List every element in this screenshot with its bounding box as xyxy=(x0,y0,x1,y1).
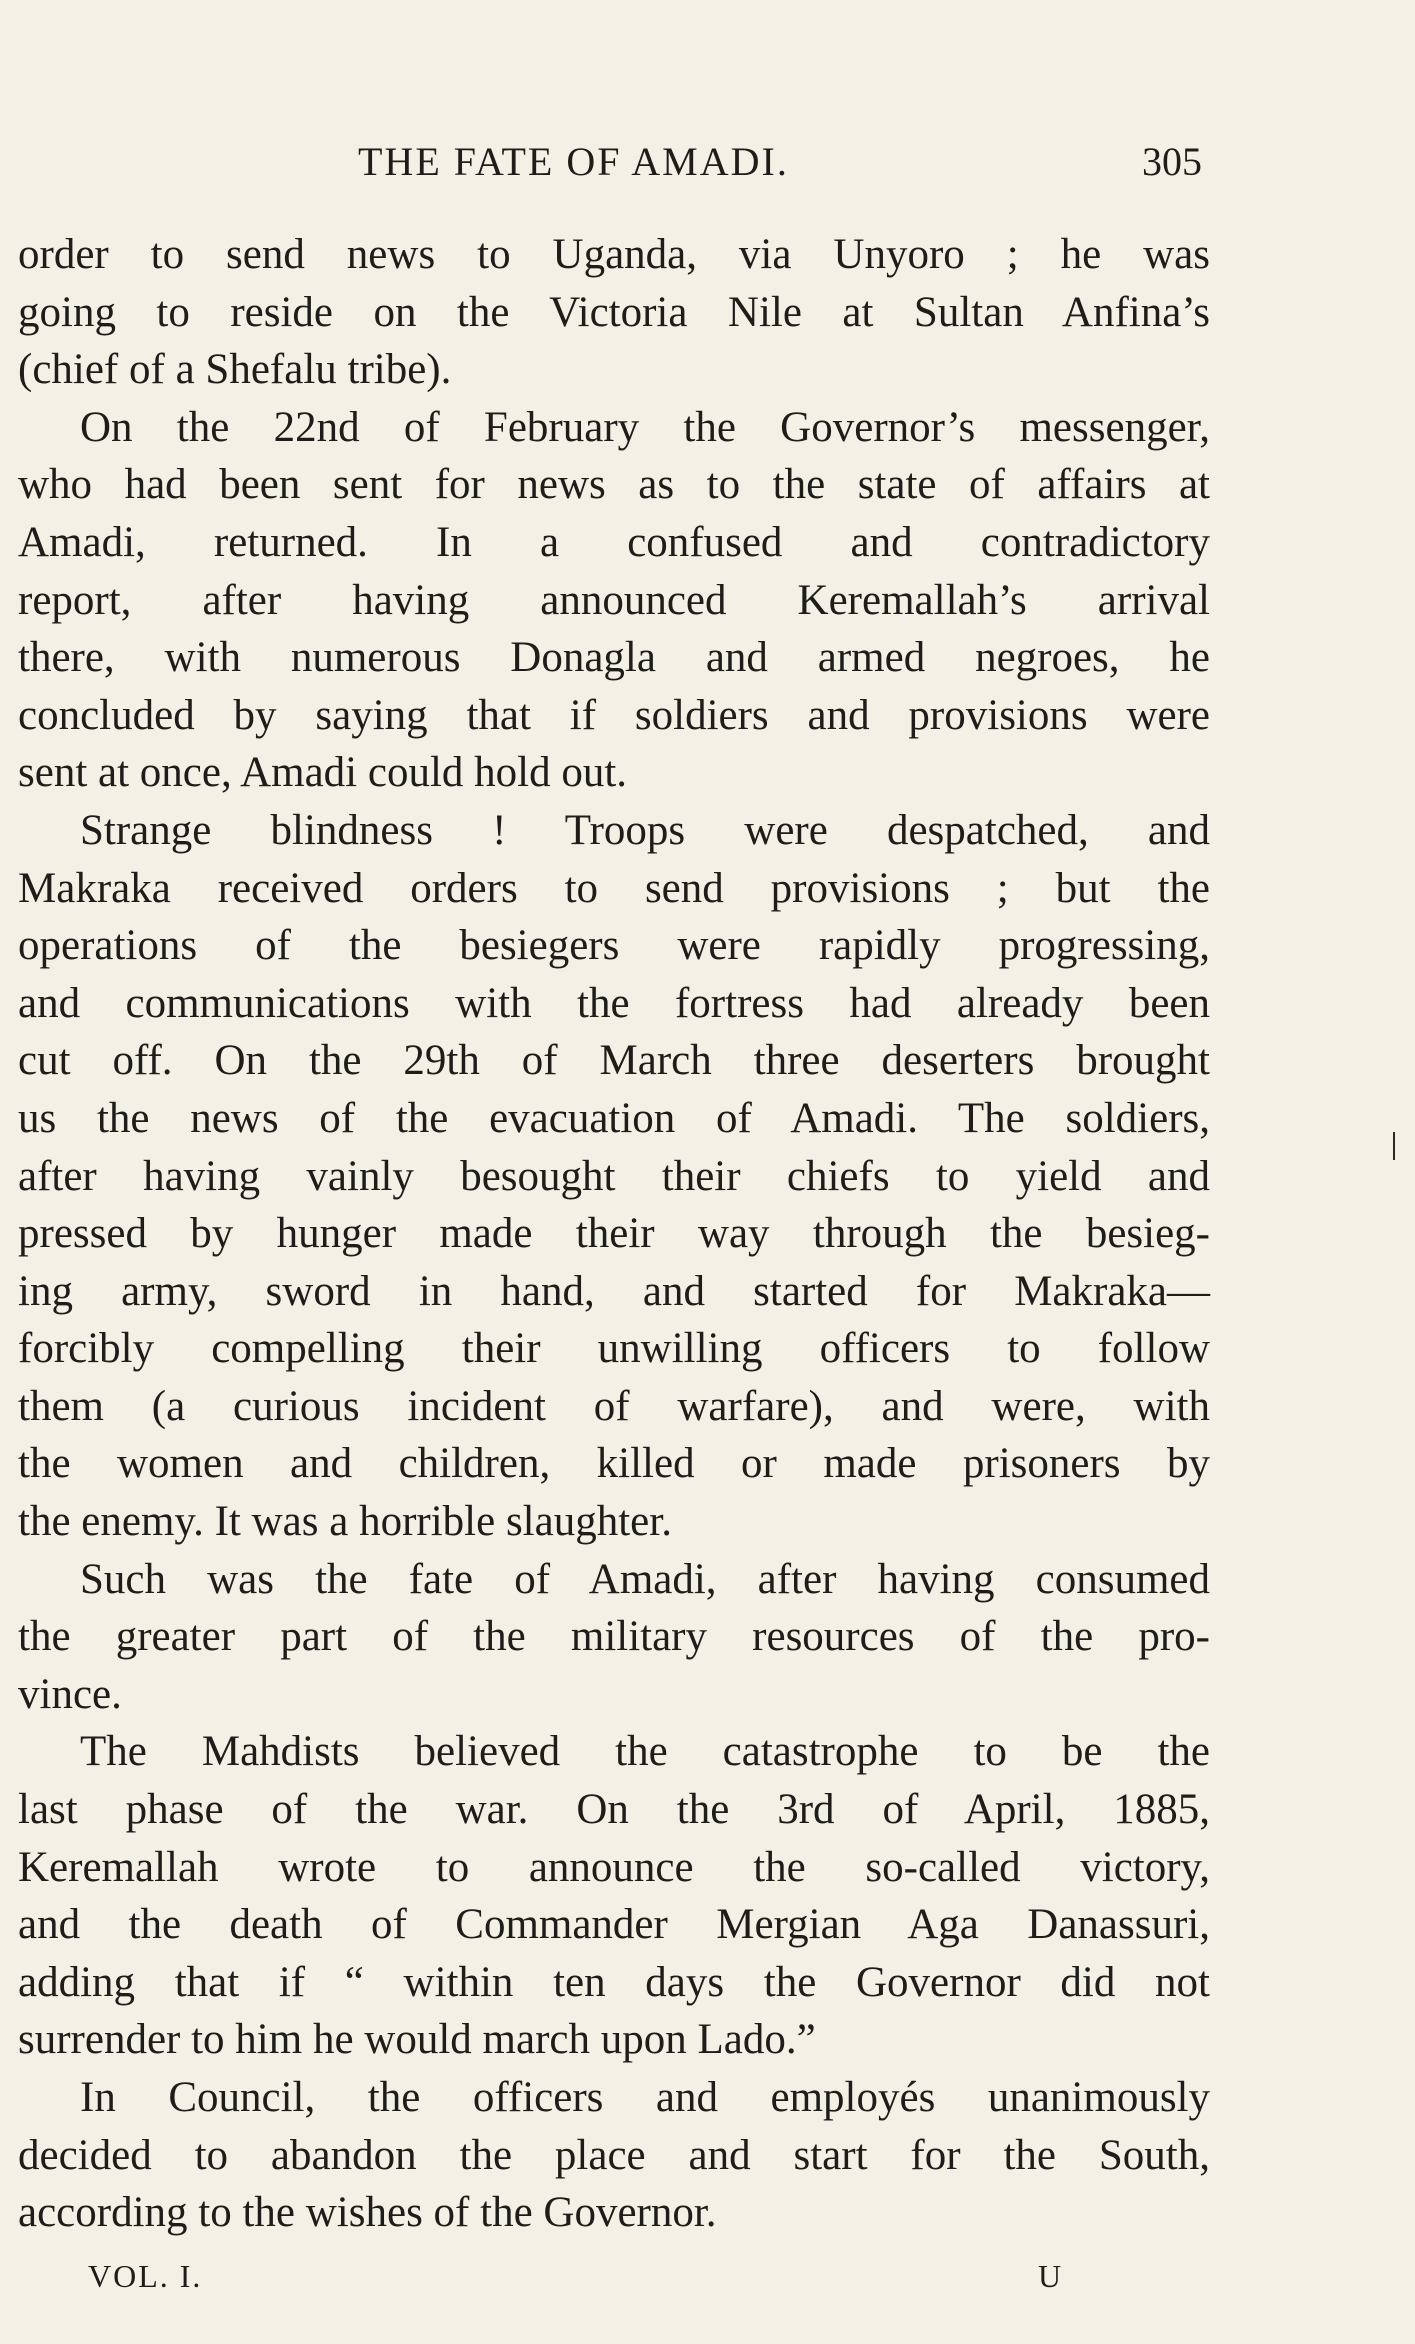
printer-signature-mark: U xyxy=(1038,2258,1064,2294)
text-line: cut off. On the 29th of March three deserters brought xyxy=(18,1037,1210,1085)
margin-mark xyxy=(1393,1132,1395,1160)
body-text xyxy=(18,226,1210,2242)
text-line: Amadi, returned. In a confused and contradictory xyxy=(18,518,1210,566)
text-line: decided to abandon the place and start for the South, xyxy=(18,2131,1210,2179)
text-line: the greater part of the military resources of the pro- xyxy=(18,1613,1210,1661)
text-line: report, after having announced Keremallah’s arrival xyxy=(18,576,1210,624)
text-line: the women and children, killed or made prisoners by xyxy=(18,1440,1210,1488)
text-line: Strange blindness ! Troops were despatched, and xyxy=(80,806,1210,854)
text-line: them (a curious incident of warfare), and were, with xyxy=(18,1382,1210,1430)
text-line: according to the wishes of the Governor. xyxy=(18,2189,717,2237)
text-line: and communications with the fortress had already been xyxy=(18,979,1210,1027)
text-line: going to reside on the Victoria Nile at Sultan Anfina’s xyxy=(18,288,1210,336)
text-line: Makraka received orders to send provisions ; but the xyxy=(18,864,1210,912)
text-line: adding that if “ within ten days the Governor did not xyxy=(18,1958,1210,2006)
text-line: On the 22nd of February the Governor’s messenger, xyxy=(80,403,1210,451)
page-number: 305 xyxy=(1142,139,1202,184)
text-line: Keremallah wrote to announce the so-called victory, xyxy=(18,1843,1210,1891)
text-line: us the news of the evacuation of Amadi. The soldiers, xyxy=(18,1094,1210,1142)
text-line: surrender to him he would march upon Lado.” xyxy=(18,2016,816,2064)
text-line: In Council, the officers and employés unanimously xyxy=(80,2074,1210,2121)
text-line: pressed by hunger made their way through the besieg- xyxy=(18,1210,1210,1258)
text-line: last phase of the war. On the 3rd of April, 1885, xyxy=(18,1786,1210,1834)
text-line: concluded by saying that if soldiers and provisions were xyxy=(18,691,1210,739)
text-line: forcibly compelling their unwilling officers to follow xyxy=(18,1325,1210,1373)
text-line: ing army, sword in hand, and started for Makraka— xyxy=(18,1267,1210,1315)
text-line: there, with numerous Donagla and armed negroes, he xyxy=(18,634,1210,682)
page-footer xyxy=(0,2254,1415,2298)
text-line: after having vainly besought their chiefs to yield and xyxy=(18,1152,1210,1200)
text-line: The Mahdists believed the catastrophe to be the xyxy=(80,1728,1210,1776)
running-head xyxy=(0,136,1415,188)
text-line: and the death of Commander Mergian Aga Danassuri, xyxy=(18,1901,1210,1949)
text-line: order to send news to Uganda, via Unyoro ; he was xyxy=(18,231,1210,278)
running-title: THE FATE OF AMADI. xyxy=(358,139,789,184)
text-line: vince. xyxy=(18,1670,122,1718)
text-line: the enemy. It was a horrible slaughter. xyxy=(18,1498,672,1546)
text-line: sent at once, Amadi could hold out. xyxy=(18,749,628,797)
volume-signature: VOL. I. xyxy=(88,2258,203,2294)
text-line: (chief of a Shefalu tribe). xyxy=(18,346,452,394)
text-line: who had been sent for news as to the state of affairs at xyxy=(18,461,1210,509)
text-line: operations of the besiegers were rapidly progressing, xyxy=(18,922,1210,970)
text-line: Such was the fate of Amadi, after having consumed xyxy=(80,1555,1210,1603)
